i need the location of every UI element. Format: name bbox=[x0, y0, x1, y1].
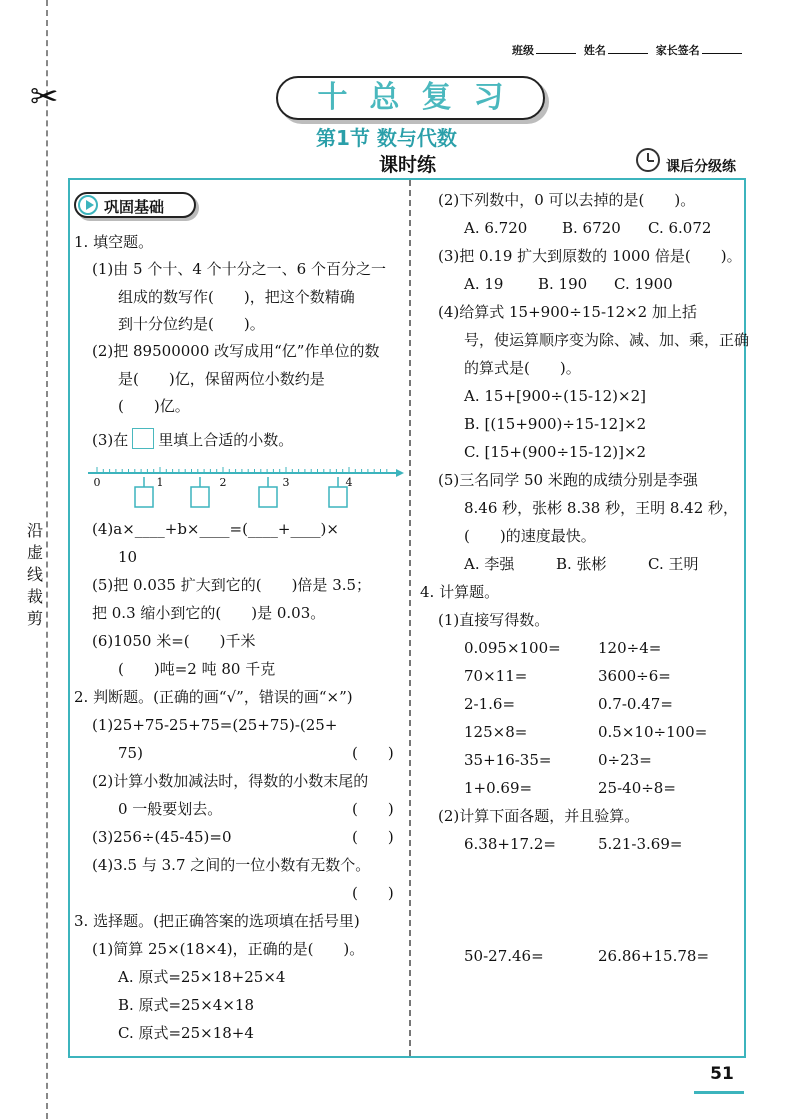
answer-paren[interactable]: ( ) bbox=[352, 884, 394, 902]
q3-5-line: ( )的速度最快。 bbox=[464, 527, 596, 545]
chapter-title: 十总复习 bbox=[317, 80, 526, 115]
q1-4-line: 10 bbox=[118, 548, 138, 566]
number-line-arrow bbox=[396, 469, 404, 477]
q1-1-line: (1)由 5 个十、4 个十分之一、6 个百分之一 bbox=[92, 260, 386, 278]
calc-item: 50-27.46= bbox=[464, 947, 544, 965]
chapter-title-box bbox=[276, 76, 545, 120]
calc-item: 26.86+15.78= bbox=[598, 947, 710, 965]
q3-5-line: (5)三名同学 50 米跑的成绩分别是李强 bbox=[438, 471, 698, 489]
q3-2-option: A. 6.720 bbox=[464, 219, 528, 237]
calc-item: 0÷23= bbox=[598, 751, 652, 769]
q3-2-option: B. 6720 bbox=[562, 219, 621, 237]
cut-dashed-line bbox=[46, 0, 48, 1119]
q3-3-line: (3)把 0.19 扩大到原数的 1000 倍是( )。 bbox=[438, 247, 742, 265]
calc-item: 120÷4= bbox=[598, 639, 662, 657]
q3-heading: 3. 选择题。(把正确答案的选项填在括号里) bbox=[74, 912, 360, 930]
q3-1-option: A. 原式=25×18+25×4 bbox=[118, 968, 286, 986]
number-line-answer-box[interactable] bbox=[259, 487, 277, 507]
section-title: 第1节 数与代数 bbox=[316, 126, 457, 150]
class-label: 班级 bbox=[512, 44, 534, 57]
student-info-fields bbox=[512, 42, 746, 58]
q1-1-line: 到十分位约是( )。 bbox=[118, 315, 265, 333]
answer-box[interactable] bbox=[132, 428, 154, 449]
parent-signature-blank[interactable] bbox=[702, 53, 742, 54]
q1-heading: 1. 填空题。 bbox=[74, 233, 154, 251]
calc-item: 35+16-35= bbox=[464, 751, 552, 769]
q3-1-line: (1)简算 25×(18×4)，正确的是( )。 bbox=[92, 940, 365, 958]
calc-item: 0.5×10÷100= bbox=[598, 723, 708, 741]
q4-heading: 4. 计算题。 bbox=[420, 583, 500, 601]
q1-6-line: (6)1050 米=( )千米 bbox=[92, 632, 256, 650]
answer-paren[interactable]: ( ) bbox=[352, 828, 394, 846]
q3-5-option: C. 王明 bbox=[648, 555, 699, 573]
practice-label: 课后分级练 bbox=[666, 159, 736, 175]
alarm-clock-icon bbox=[636, 148, 660, 172]
calc-item: 0.095×100= bbox=[464, 639, 561, 657]
q3-5-option: A. 李强 bbox=[464, 555, 515, 573]
calc-item: 5.21-3.69= bbox=[598, 835, 683, 853]
q3-2-option: C. 6.072 bbox=[648, 219, 712, 237]
q2-1-line: 75) bbox=[118, 744, 143, 762]
q2-heading: 2. 判断题。(正确的画“√”，错误的画“×”) bbox=[74, 688, 353, 706]
lesson-title: 课时练 bbox=[379, 154, 437, 176]
calc-item: 0.7-0.47= bbox=[598, 695, 673, 713]
q3-4-line: 的算式是( )。 bbox=[464, 359, 581, 377]
q1-4-line: (4)a×____+b×____=(____+____)× bbox=[92, 520, 339, 538]
tick-label: 3 bbox=[282, 476, 290, 489]
calc-item: 70×11= bbox=[464, 667, 528, 685]
tick-label: 0 bbox=[93, 476, 101, 489]
scissors-icon: ✂ bbox=[30, 77, 59, 117]
q2-4-line: (4)3.5 与 3.7 之间的一位小数有无数个。 bbox=[92, 856, 371, 874]
q4-1-line: (1)直接写得数。 bbox=[438, 611, 550, 629]
number-line-answer-box[interactable] bbox=[191, 487, 209, 507]
q1-6-line: ( )吨=2 吨 80 千克 bbox=[118, 660, 276, 678]
q1-2-line: 是( )亿，保留两位小数约是 bbox=[118, 370, 325, 388]
q3-4-option: C. [15+(900÷15-12)]×2 bbox=[464, 443, 647, 461]
q3-3-option: A. 19 bbox=[464, 275, 504, 293]
answer-paren[interactable]: ( ) bbox=[352, 800, 394, 818]
number-line-answer-box[interactable] bbox=[135, 487, 153, 507]
q3-4-line: (4)给算式 15+900÷15-12×2 加上括 bbox=[438, 303, 697, 321]
play-icon bbox=[78, 195, 98, 215]
calc-item: 25-40÷8= bbox=[598, 779, 676, 797]
q3-3-option: C. 1900 bbox=[614, 275, 673, 293]
tick-label: 4 bbox=[345, 476, 353, 489]
q1-5-line: 把 0.3 缩小到它的( )是 0.03。 bbox=[92, 604, 326, 622]
page-number: 51 bbox=[700, 1064, 744, 1090]
consolidate-basics-badge: 巩固基础 bbox=[74, 192, 196, 218]
q3-1-option: C. 原式=25×18+4 bbox=[118, 1024, 254, 1042]
q4-2-line: (2)计算下面各题，并且验算。 bbox=[438, 807, 640, 825]
q3-5-line: 8.46 秒，张彬 8.38 秒，王明 8.42 秒， bbox=[464, 499, 739, 517]
calc-item: 125×8= bbox=[464, 723, 528, 741]
q3-1-option: B. 原式=25×4×18 bbox=[118, 996, 254, 1014]
class-blank[interactable] bbox=[536, 53, 576, 54]
calc-item: 3600÷6= bbox=[598, 667, 671, 685]
q3-4-line: 号，使运算顺序变为除、减、加、乘，正确 bbox=[464, 331, 750, 349]
number-line-answer-box[interactable] bbox=[329, 487, 347, 507]
q2-2-line: 0 一般要划去。 bbox=[118, 800, 223, 818]
tick-label: 1 bbox=[156, 476, 164, 489]
q2-1-line: (1)25+75-25+75=(25+75)-(25+ bbox=[92, 716, 338, 734]
column-divider bbox=[409, 180, 411, 1056]
q1-2-line: ( )亿。 bbox=[118, 397, 190, 415]
number-line bbox=[88, 465, 404, 513]
q1-5-line: (5)把 0.035 扩大到它的( )倍是 3.5； bbox=[92, 576, 372, 594]
q3-4-option: A. 15+[900÷(15-12)×2] bbox=[464, 387, 646, 405]
calc-item: 1+0.69= bbox=[464, 779, 533, 797]
cut-instruction: 沿 虚 线 裁 剪 bbox=[24, 520, 46, 630]
answer-paren[interactable]: ( ) bbox=[352, 744, 394, 762]
q2-3-line: (3)256÷(45-45)=0 bbox=[92, 828, 232, 846]
q1-3-line: (3)在 里填上合适的小数。 bbox=[92, 428, 293, 450]
q3-2-line: (2)下列数中，0 可以去掉的是( )。 bbox=[438, 191, 696, 209]
calc-item: 2-1.6= bbox=[464, 695, 516, 713]
tick-label: 2 bbox=[219, 476, 227, 489]
name-blank[interactable] bbox=[608, 53, 648, 54]
parent-signature-label: 家长签名 bbox=[655, 44, 700, 57]
q3-5-option: B. 张彬 bbox=[556, 555, 607, 573]
calc-item: 6.38+17.2= bbox=[464, 835, 556, 853]
q1-2-line: (2)把 89500000 改写成用“亿”作单位的数 bbox=[92, 342, 380, 360]
q2-2-line: (2)计算小数加减法时，得数的小数末尾的 bbox=[92, 772, 369, 790]
q3-3-option: B. 190 bbox=[538, 275, 588, 293]
q1-1-line: 组成的数写作( )，把这个数精确 bbox=[118, 288, 355, 306]
name-label: 姓名 bbox=[583, 44, 606, 57]
q3-4-option: B. [(15+900)÷15-12]×2 bbox=[464, 415, 647, 433]
